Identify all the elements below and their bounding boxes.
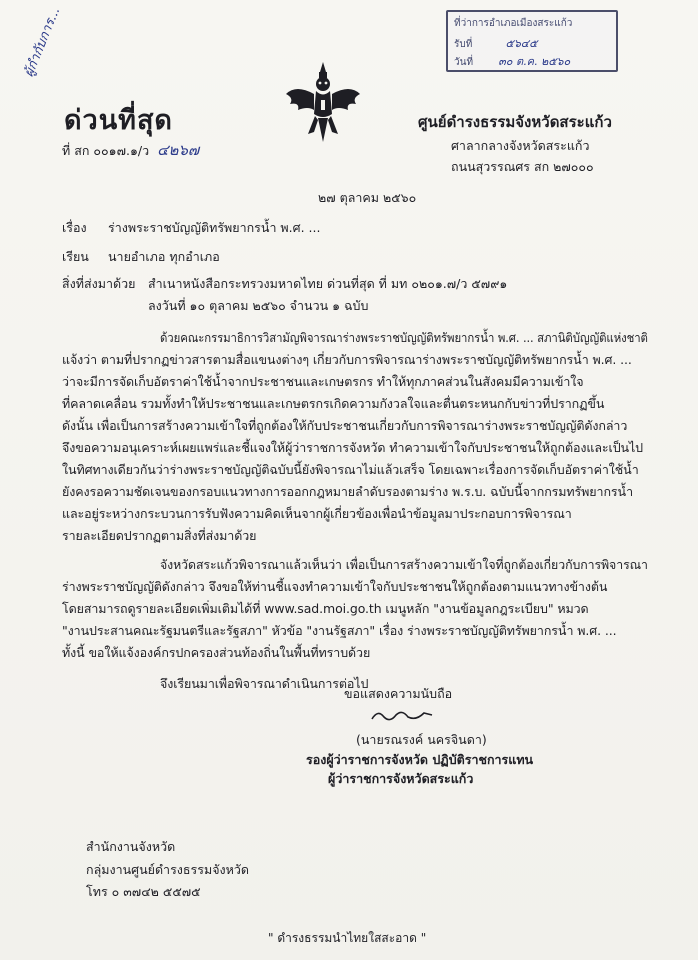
paragraph-line: "งานประสานคณะรัฐมนตรีและรัฐสภา" หัวข้อ "งานรัฐสภา" เรื่อง ร่างพระราชบัญญัติทรัพยากรน้ำ พ.ศ. ... bbox=[62, 623, 617, 638]
enclosure-line-1: สำเนาหนังสือกระทรวงมหาดไทย ด่วนที่สุด ที่ มท ๐๒๐๑.๗/ว ๕๗๙๑ bbox=[148, 276, 508, 291]
enclosure-line-2: ลงวันที่ ๑๐ ตุลาคม ๒๕๖๐ จำนวน ๑ ฉบับ bbox=[148, 298, 369, 313]
handwritten-note: ผู้กำกับการ... bbox=[21, 5, 64, 80]
footer-department: สำนักงานจังหวัด bbox=[86, 839, 176, 854]
garuda-emblem-icon bbox=[282, 58, 364, 144]
paragraph-line: ดังนั้น เพื่อเป็นการสร้างความเข้าใจที่ถูกต้องให้กับประชาชนเกี่ยวกับการพิจารณาร่างพระราชบัญญัติดังกล่าว bbox=[62, 418, 628, 433]
paragraph-line: ด้วยคณะกรรมาธิการวิสามัญพิจารณาร่างพระราชบัญญัติทรัพยากรน้ำ พ.ศ. ... สภานิติบัญญัติแห่งชาติ bbox=[160, 330, 648, 345]
stamp-received-value: ๕๖๔๕ bbox=[505, 37, 538, 50]
paragraph-line: ทั้งนี้ ขอให้แจ้งองค์กรปกครองส่วนท้องถิ่นในพื้นที่ทราบด้วย bbox=[62, 645, 371, 660]
paragraph-line: และอยู่ระหว่างกระบวนการรับฟังความคิดเห็นจากผู้เกี่ยวข้องเพื่อนำข้อมูลมาประกอบการพิจารณา bbox=[62, 506, 572, 521]
signature-mark-icon bbox=[368, 705, 438, 725]
signer-title-line1: รองผู้ว่าราชการจังหวัด ปฏิบัติราชการแทน bbox=[306, 752, 534, 767]
paragraph-line: จึงขอความอนุเคราะห์เผยแพร่และชี้แจงให้ผู้ว่าราชการจังหวัด ทำความเข้าใจกับประชาชนให้ถูกต้องและเป็นไป bbox=[62, 440, 643, 455]
office-name: ศูนย์ดำรงธรรมจังหวัดสระแก้ว bbox=[418, 113, 612, 131]
closing-request: จึงเรียนมาเพื่อพิจารณาดำเนินการต่อไป bbox=[160, 676, 369, 691]
paragraph-line: ในทิศทางเดียวกันว่าร่างพระราชบัญญัติฉบับนี้ยังพิจารณาไม่แล้วเสร็จ โดยเฉพาะเรื่องการจัดเก็บอัตราค่าใช้น้ำ bbox=[62, 462, 639, 477]
paragraph-line: โดยสามารถดูรายละเอียดเพิ่มเติมได้ที่ www.sad.moi.go.th เมนูหลัก "งานข้อมูลกฎระเบียบ" หมวด bbox=[62, 601, 589, 616]
signer-title-line2: ผู้ว่าราชการจังหวัดสระแก้ว bbox=[328, 771, 474, 786]
receipt-stamp bbox=[446, 10, 618, 72]
office-address-line2: ถนนสุวรรณศร สก ๒๗๐๐๐ bbox=[451, 159, 594, 174]
paragraph-line: ว่าจะมีการจัดเก็บอัตราค่าใช้น้ำจากประชาชนและเกษตรกร ทำให้ทุกภาคส่วนในสังคมมีความเข้าใจ bbox=[62, 374, 584, 389]
paragraph-line: ร่างพระราชบัญญัติดังกล่าว จึงขอให้ท่านชี้แจงทำความเข้าใจกับประชาชนให้ถูกต้องตามแนวทางข้างต้น bbox=[62, 579, 608, 594]
urgency-label: ด่วนที่สุด bbox=[64, 105, 173, 136]
stamp-received-row bbox=[454, 34, 537, 52]
document-number bbox=[62, 142, 199, 159]
recipient-text: นายอำเภอ ทุกอำเภอ bbox=[108, 249, 220, 264]
paragraph-line: แจ้งว่า ตามที่ปรากฏข่าวสารตามสื่อแขนงต่างๆ เกี่ยวกับการพิจารณาร่างพระราชบัญญัติทรัพยากรน้ำ พ.ศ. ... bbox=[62, 352, 632, 367]
stamp-date-row bbox=[454, 52, 570, 70]
signer-name: (นายรณรงค์ นครจินดา) bbox=[356, 732, 487, 747]
document-number-printed: ที่ สก ๐๐๑๗.๑/ว bbox=[62, 143, 150, 158]
stamp-date-label: วันที่ bbox=[454, 57, 474, 68]
paragraph-line: ที่คลาดเคลื่อน รวมทั้งทำให้ประชาชนและเกษตรกรเกิดความกังวลใจและตื่นตระหนกกับข่าวที่ปรากฏขึ้น bbox=[62, 396, 605, 411]
stamp-received-label: รับที่ bbox=[454, 39, 473, 50]
enclosure-label: สิ่งที่ส่งมาด้วย bbox=[62, 276, 136, 291]
document-date: ๒๗ ตุลาคม ๒๕๖๐ bbox=[318, 190, 417, 205]
subject-text: ร่างพระราชบัญญัติทรัพยากรน้ำ พ.ศ. ... bbox=[108, 220, 321, 235]
subject-label: เรื่อง bbox=[62, 220, 87, 235]
footer-motto: " ดำรงธรรมนำไทยใสสะอาด " bbox=[268, 931, 427, 945]
document-number-handwritten: ๔๒๖๗ bbox=[157, 141, 200, 159]
stamp-title: ที่ว่าการอำเภอเมืองสระแก้ว bbox=[454, 18, 573, 29]
office-address-line1: ศาลากลางจังหวัดสระแก้ว bbox=[451, 138, 590, 153]
recipient-label: เรียน bbox=[62, 249, 89, 264]
paragraph-line: จังหวัดสระแก้วพิจารณาแล้วเห็นว่า เพื่อเป็นการสร้างความเข้าใจที่ถูกต้องเกี่ยวกับการพิจารณา bbox=[160, 557, 648, 572]
closing-salutation: ขอแสดงความนับถือ bbox=[344, 686, 453, 701]
footer-division: กลุ่มงานศูนย์ดำรงธรรมจังหวัด bbox=[86, 862, 249, 877]
stamp-date-value: ๓๐ ต.ค. ๒๕๖๐ bbox=[498, 55, 571, 68]
footer-phone: โทร ๐ ๓๗๔๒ ๕๕๗๕ bbox=[86, 884, 201, 899]
paragraph-line: ยังคงรอความชัดเจนของกรอบแนวทางการออกกฎหมายลำดับรองตามร่าง พ.ร.บ. ฉบับนี้จากกรมทรัพยากรน้ำ bbox=[62, 484, 633, 499]
paragraph-line: รายละเอียดปรากฏตามสิ่งที่ส่งมาด้วย bbox=[62, 528, 257, 543]
